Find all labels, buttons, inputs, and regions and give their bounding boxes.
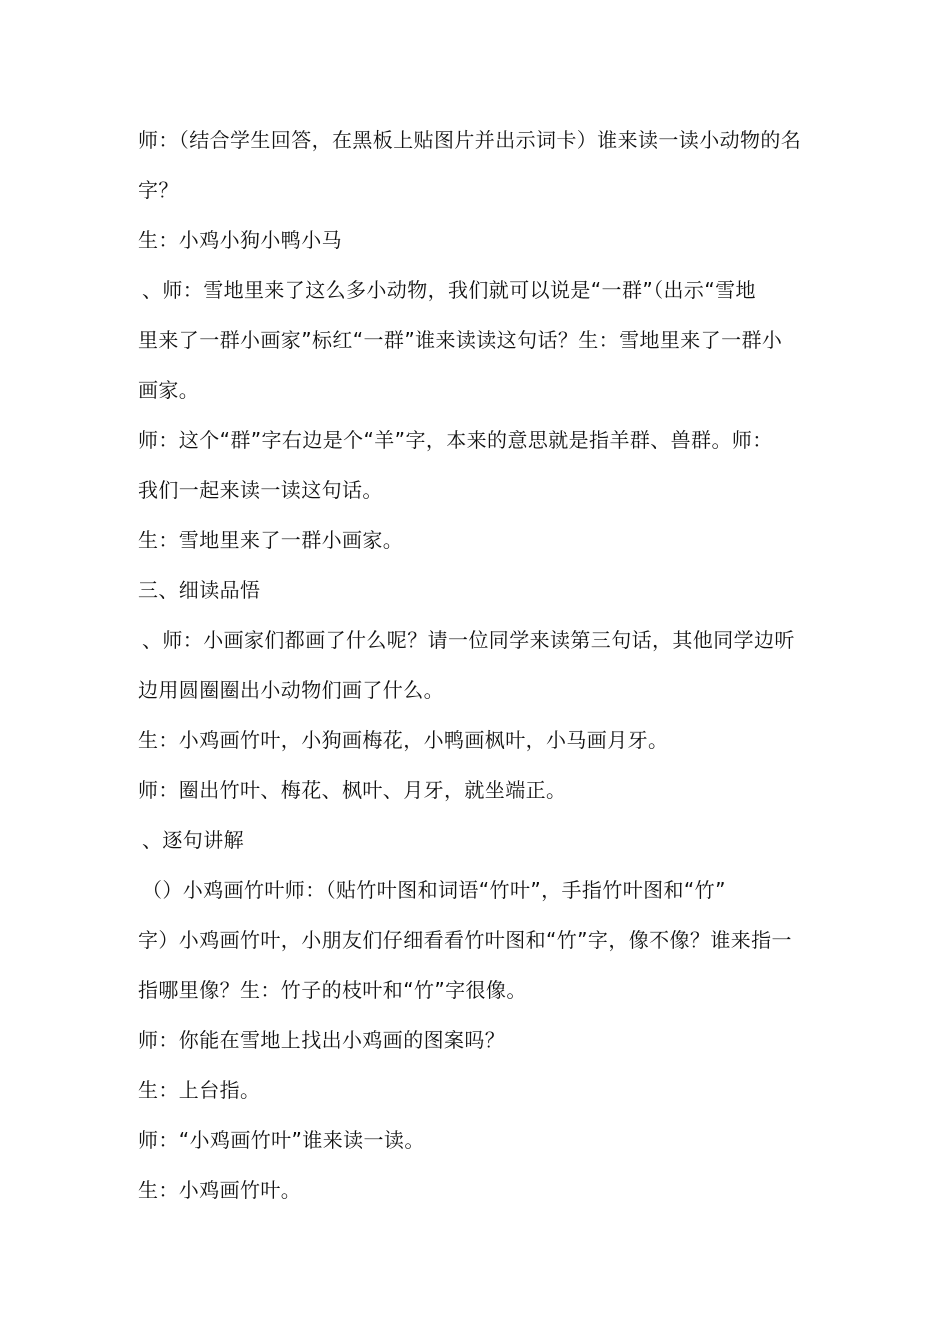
text-line: 、师：雪地里来了这么多小动物，我们就可以说是“一群”（出示“雪地 <box>142 278 756 302</box>
text-line: 字）小鸡画竹叶，小朋友们仔细看看竹叶图和“竹”字，像不像？谁来指一 <box>138 928 792 952</box>
text-line: 生：雪地里来了一群小画家。 <box>138 528 404 552</box>
text-line: 师：“小鸡画竹叶”谁来读一读。 <box>138 1128 425 1152</box>
text-line: 指哪里像？生：竹子的枝叶和“竹”字很像。 <box>138 978 527 1002</box>
text-line: 我们一起来读一读这句话。 <box>138 478 383 502</box>
text-line: 、师：小画家们都画了什么呢？请一位同学来读第三句话，其他同学边听 <box>142 628 795 652</box>
text-line: 师：这个“群”字右边是个“羊”字，本来的意思就是指羊群、兽群。师： <box>138 428 773 452</box>
text-line: 画家。 <box>138 378 200 402</box>
text-line: 师：你能在雪地上找出小鸡画的图案吗？ <box>138 1028 506 1052</box>
text-line: 、逐句讲解 <box>142 828 244 852</box>
text-line: 里来了一群小画家”标红“一群”谁来读读这句话？生：雪地里来了一群小 <box>138 328 783 352</box>
text-line: （）小鸡画竹叶师：（贴竹叶图和词语“竹叶”，手指竹叶图和“竹” <box>142 878 726 902</box>
section-heading: 三、细读品悟 <box>138 578 261 602</box>
text-line: 字？ <box>138 178 179 202</box>
text-line: 生：小鸡画竹叶。 <box>138 1178 302 1202</box>
text-line: 生：上台指。 <box>138 1078 261 1102</box>
text-line: 师：圈出竹叶、梅花、枫叶、月牙，就坐端正。 <box>138 778 567 802</box>
text-line: 生：小鸡小狗小鸭小马 <box>138 228 342 252</box>
text-line: 生：小鸡画竹叶，小狗画梅花，小鸭画枫叶，小马画月牙。 <box>138 728 669 752</box>
text-line: 边用圆圈圈出小动物们画了什么。 <box>138 678 444 702</box>
text-line: 师：（结合学生回答，在黑板上贴图片并出示词卡）谁来读一读小动物的名 <box>138 128 802 152</box>
